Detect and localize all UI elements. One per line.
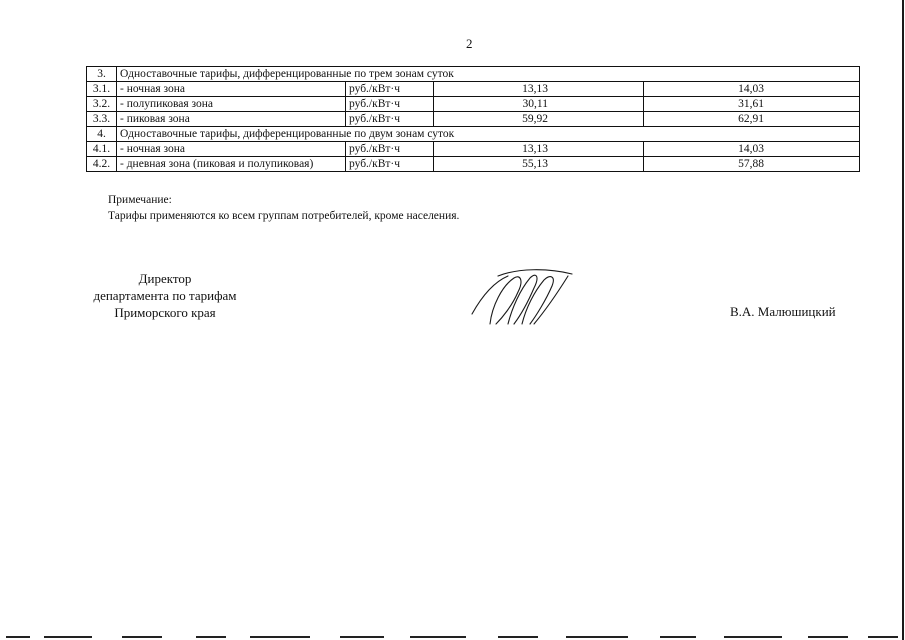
tariff-value-2: 14,03 [644, 142, 860, 157]
page-edge [902, 0, 904, 640]
handwritten-signature [468, 262, 578, 334]
tariff-value-1: 13,13 [434, 82, 644, 97]
unit: руб./кВт·ч [346, 112, 434, 127]
section-title: Одноставочные тарифы, дифференцированные по двум зонам суток [117, 127, 860, 142]
unit: руб./кВт·ч [346, 97, 434, 112]
table-row [87, 82, 860, 97]
tariff-value-1: 30,11 [434, 97, 644, 112]
zone-name: - полупиковая зона [117, 97, 346, 112]
table-row [87, 142, 860, 157]
tariff-value-2: 62,91 [644, 112, 860, 127]
director-line-2: департамента по тарифам [93, 288, 237, 303]
note-block [108, 192, 459, 224]
note-title: Примечание: [108, 194, 172, 206]
unit: руб./кВт·ч [346, 142, 434, 157]
unit: руб./кВт·ч [346, 157, 434, 172]
tariff-value-1: 55,13 [434, 157, 644, 172]
table-row [87, 97, 860, 112]
tariff-value-2: 14,03 [644, 82, 860, 97]
zone-name: - ночная зона [117, 82, 346, 97]
zone-name: - ночная зона [117, 142, 346, 157]
unit: руб./кВт·ч [346, 82, 434, 97]
row-number: 3.2. [87, 97, 117, 112]
row-number: 4.2. [87, 157, 117, 172]
row-number: 3. [87, 67, 117, 82]
table-row-section-4 [87, 127, 860, 142]
tariff-value-1: 59,92 [434, 112, 644, 127]
row-number: 4.1. [87, 142, 117, 157]
signer-name: В.А. Малюшицкий [730, 304, 836, 319]
tariff-table [86, 66, 860, 172]
director-line-1: Директор [138, 271, 192, 286]
zone-name: - пиковая зона [117, 112, 346, 127]
row-number: 4. [87, 127, 117, 142]
tariff-value-1: 13,13 [434, 142, 644, 157]
section-title: Одноставочные тарифы, дифференцированные по трем зонам суток [117, 67, 860, 82]
scan-artifact [0, 636, 905, 640]
director-title [70, 270, 260, 321]
tariff-value-2: 31,61 [644, 97, 860, 112]
page-number: 2 [466, 36, 473, 51]
note-text: Тарифы применяются ко всем группам потребителей, кроме населения. [108, 210, 460, 222]
table-row [87, 112, 860, 127]
row-number: 3.1. [87, 82, 117, 97]
director-line-3: Приморского края [114, 305, 216, 320]
zone-name: - дневная зона (пиковая и полупиковая) [117, 157, 346, 172]
tariff-value-2: 57,88 [644, 157, 860, 172]
table-row [87, 157, 860, 172]
table-row-section-3 [87, 67, 860, 82]
row-number: 3.3. [87, 112, 117, 127]
